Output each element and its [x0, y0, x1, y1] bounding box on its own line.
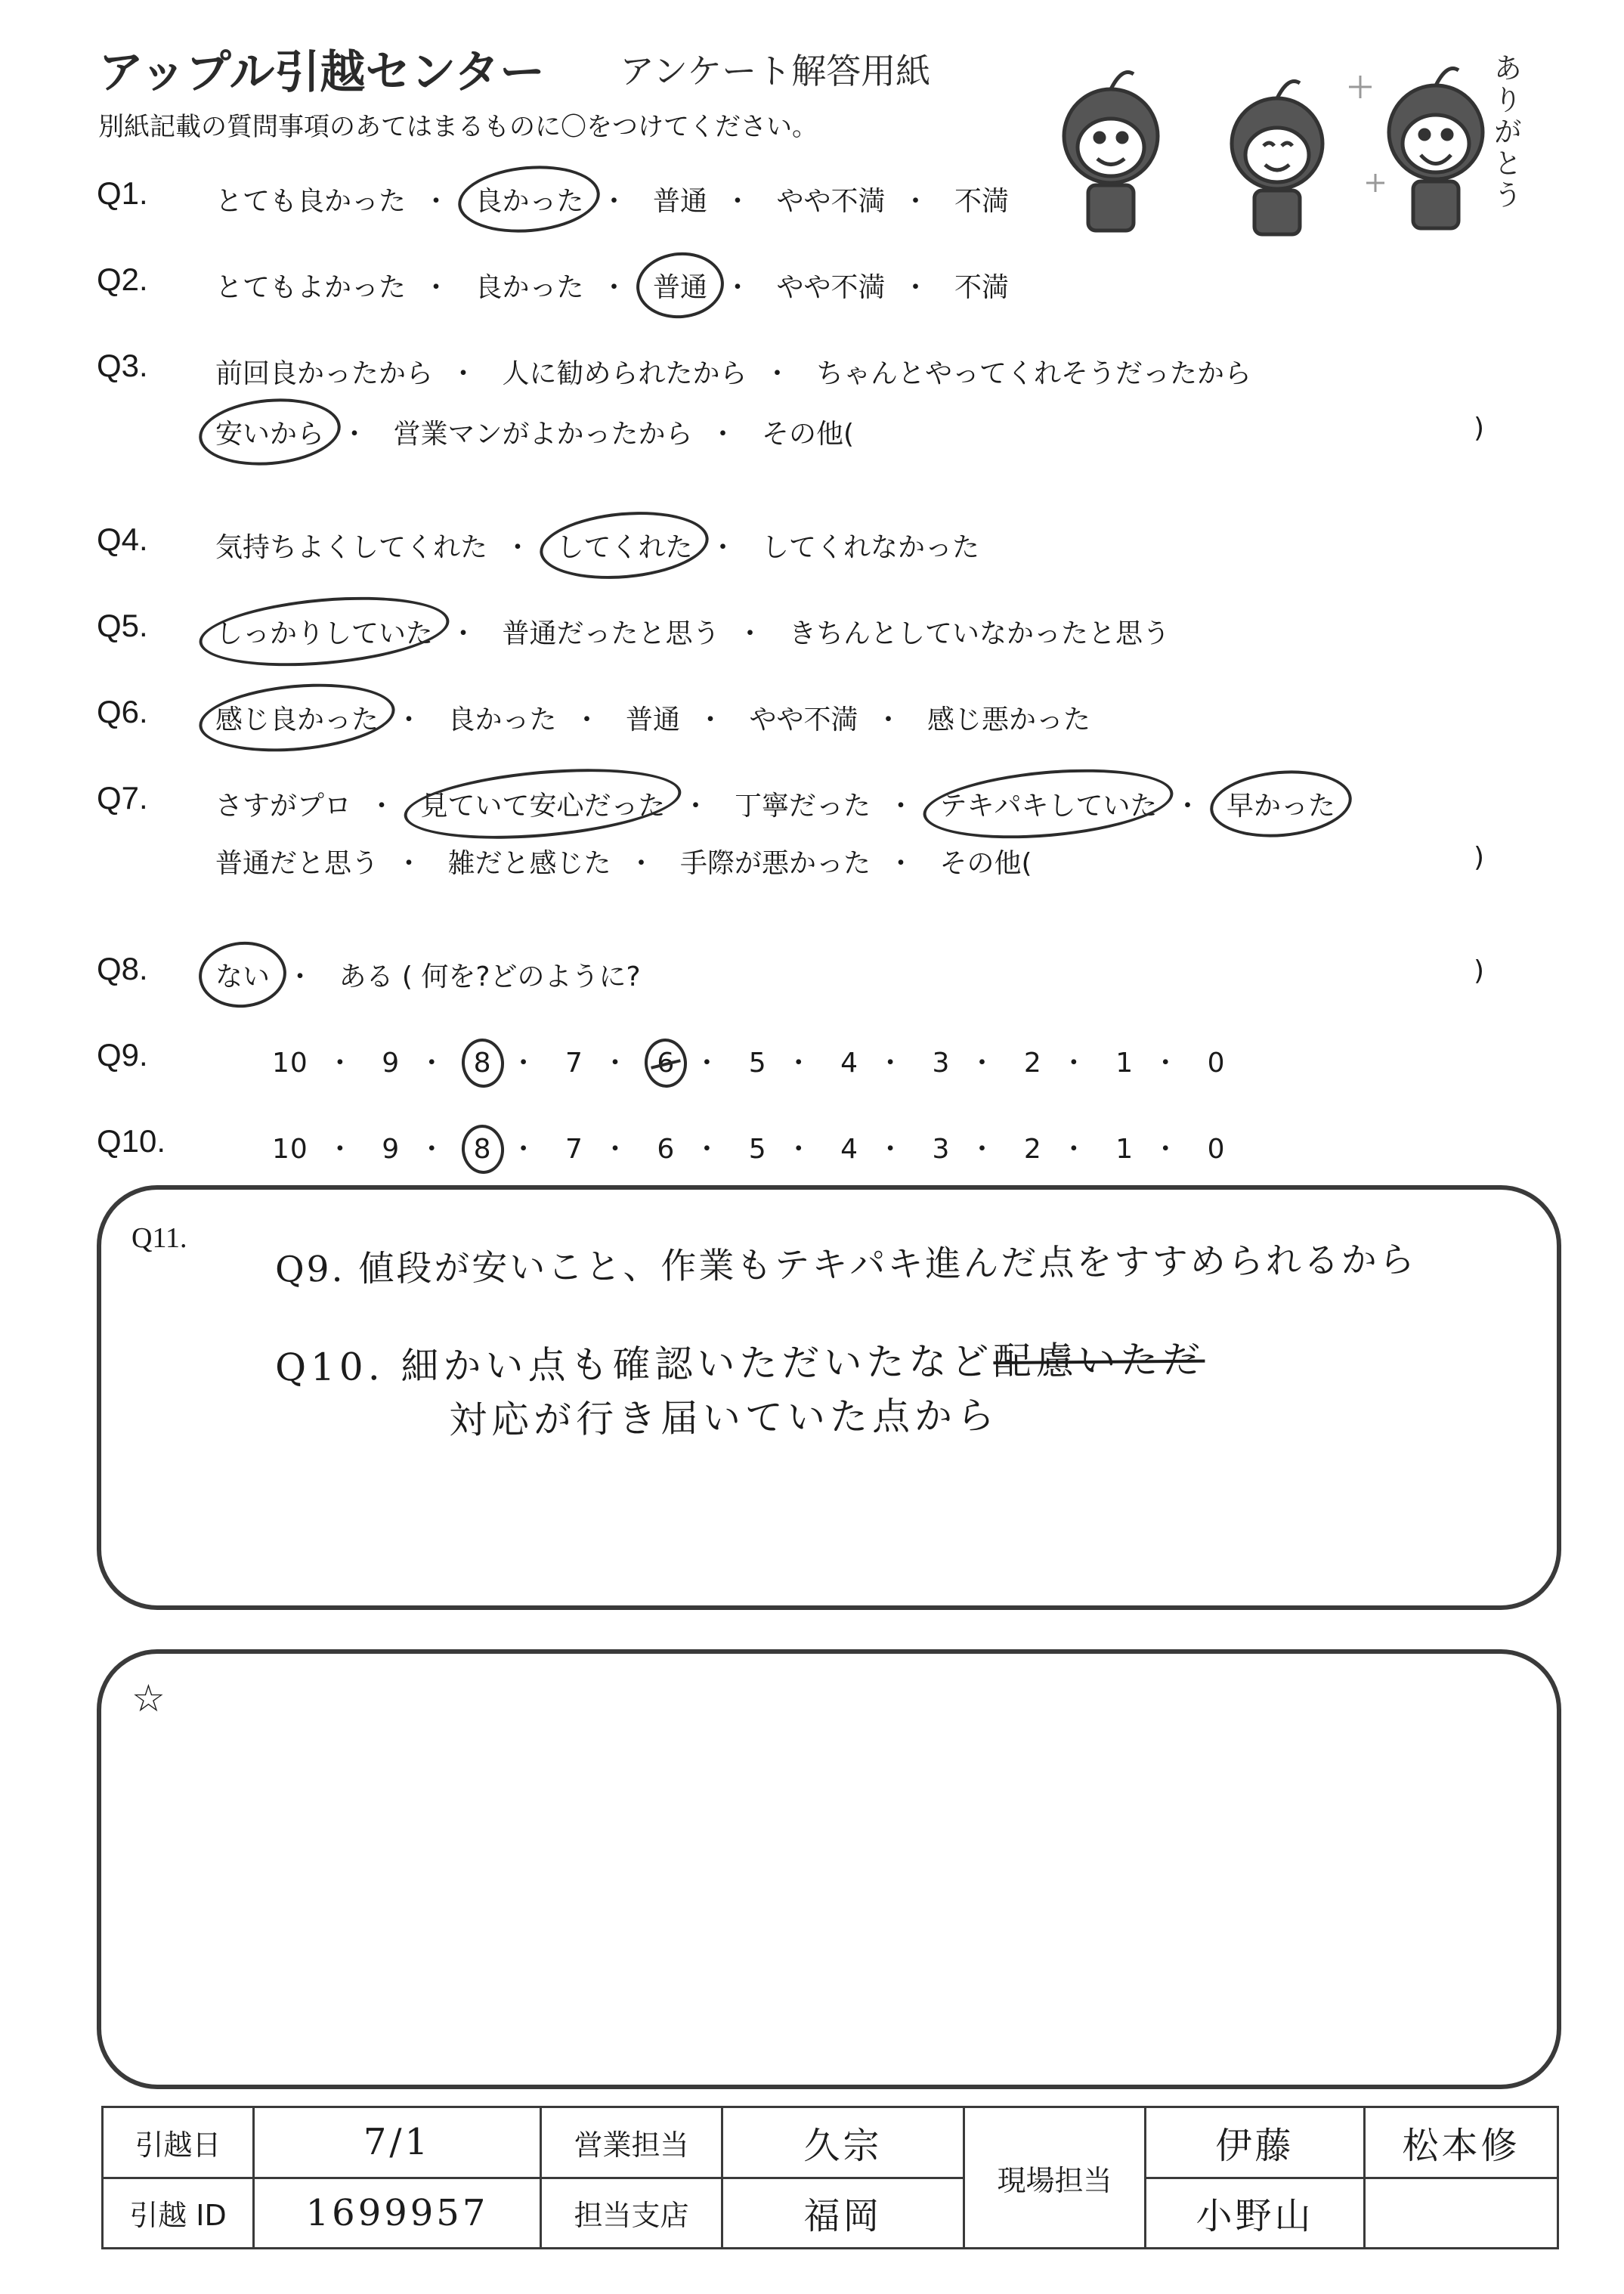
- question-q7-row2: 普通だと思う ・ 雑だと感じた ・ 手際が悪かった ・ その他( ): [215, 842, 1485, 879]
- option[interactable]: その他(: [939, 848, 1032, 879]
- option[interactable]: してくれなかった: [761, 532, 979, 563]
- field-staff-4[interactable]: [1365, 2178, 1558, 2249]
- score-option-crossed[interactable]: 6: [657, 1048, 676, 1079]
- thanks-text: ありがとう: [1489, 53, 1522, 212]
- question-q3: Q3. 前回良かったから ・ 人に勧められたから ・ ちゃんとやってくれそうだったから: [97, 348, 1251, 389]
- question-number: Q5.: [97, 608, 148, 643]
- star-icon: ☆: [131, 1677, 165, 1720]
- option[interactable]: やや不満: [776, 186, 886, 217]
- score-option[interactable]: 9: [382, 1134, 401, 1165]
- score-option-selected[interactable]: 8: [473, 1134, 492, 1165]
- score-option[interactable]: 6: [657, 1134, 676, 1165]
- sales-rep-value[interactable]: 久宗: [722, 2107, 964, 2178]
- question-number: Q4.: [97, 522, 148, 557]
- option[interactable]: 営業マンがよかったから: [393, 419, 693, 450]
- question-number: Q8.: [97, 951, 148, 986]
- score-option[interactable]: 0: [1207, 1134, 1226, 1165]
- option-selected[interactable]: 普通: [653, 266, 707, 305]
- score-option[interactable]: 2: [1023, 1134, 1042, 1165]
- option[interactable]: 普通: [625, 704, 680, 735]
- option[interactable]: やや不満: [749, 704, 858, 735]
- question-q2: Q2. とてもよかった ・ 良かった ・ 普通 ・ やや不満 ・ 不満: [97, 262, 1009, 303]
- option-selected[interactable]: 良かった: [475, 180, 583, 218]
- option[interactable]: 前回良かったから: [215, 358, 434, 389]
- question-q4: Q4. 気持ちよくしてくれた ・ してくれた ・ してくれなかった: [97, 522, 979, 563]
- score-option-selected[interactable]: 8: [473, 1048, 492, 1079]
- option[interactable]: 不満: [954, 272, 1009, 303]
- handwritten-text: Q10. 細かい点も確認いただいたなど: [274, 1339, 994, 1390]
- option[interactable]: 不満: [954, 186, 1009, 217]
- q11-label: Q11.: [131, 1222, 187, 1254]
- question-q7: Q7. さすがプロ ・ 見ていて安心だった ・ 丁寧だった ・ テキパキしていた ・ 早かった: [97, 780, 1335, 822]
- option[interactable]: とても良かった: [215, 186, 407, 217]
- question-number: Q2.: [97, 262, 148, 297]
- option[interactable]: 気持ちよくしてくれた: [215, 532, 488, 563]
- question-number: Q10.: [97, 1123, 166, 1159]
- question-number: Q3.: [97, 348, 148, 383]
- move-id-value[interactable]: 1699957: [254, 2178, 541, 2249]
- option[interactable]: ある ( 何を?どのように?: [339, 961, 641, 992]
- option[interactable]: 普通だと思う: [215, 848, 379, 879]
- question-number: Q9.: [97, 1037, 148, 1073]
- score-option[interactable]: 5: [748, 1048, 767, 1079]
- score-option[interactable]: 1: [1115, 1134, 1134, 1165]
- score-option[interactable]: 4: [840, 1134, 859, 1165]
- star-comment-box[interactable]: [97, 1649, 1561, 2089]
- sales-rep-label: 営業担当: [541, 2107, 722, 2178]
- option-selected[interactable]: 感じ良かった: [215, 698, 379, 737]
- handwritten-line: [275, 1330, 1205, 1392]
- option[interactable]: 丁寧だった: [734, 791, 871, 822]
- option[interactable]: その他(: [761, 419, 855, 450]
- question-q10: Q10. 10 ・ 9 ・ 8 ・ 7 ・ 6 ・ 5 ・ 4 ・ 3 ・ 2 ・ 1 ・ 0: [97, 1123, 1226, 1165]
- field-staff-2[interactable]: 松本修: [1365, 2107, 1558, 2178]
- move-id-label: 引越 ID: [103, 2178, 254, 2249]
- paren-close: ): [1474, 413, 1485, 444]
- option[interactable]: きちんとしていなかったと思う: [788, 618, 1170, 649]
- handwritten-line: Q9. 値段が安いこと、作業もテキパキ進んだ点をすすめられるから: [274, 1239, 1418, 1291]
- instruction-text: 別紙記載の質問事項のあてはまるものに〇をつけてください。: [98, 112, 818, 142]
- struck-text: 配慮いただ: [993, 1337, 1205, 1384]
- score-option[interactable]: 0: [1207, 1048, 1226, 1079]
- option[interactable]: 感じ悪かった: [926, 704, 1090, 735]
- handwritten-line: 対応が行き届いていた点から: [448, 1393, 1000, 1443]
- branch-label: 担当支店: [541, 2178, 722, 2249]
- option[interactable]: とてもよかった: [215, 272, 407, 303]
- question-number: Q1.: [97, 175, 148, 211]
- option[interactable]: 普通だったと思う: [502, 618, 720, 649]
- score-option[interactable]: 7: [565, 1048, 583, 1079]
- footer-info-table: [101, 2106, 1559, 2249]
- question-q5: Q5. しっかりしていた ・ 普通だったと思う ・ きちんとしていなかったと思う: [97, 608, 1170, 649]
- move-date-value[interactable]: 7/1: [254, 2107, 541, 2178]
- score-option[interactable]: 1: [1115, 1048, 1134, 1079]
- option[interactable]: 良かった: [447, 704, 557, 735]
- option[interactable]: さすがプロ: [215, 791, 352, 822]
- option-selected[interactable]: してくれた: [556, 526, 692, 565]
- score-option[interactable]: 10: [272, 1134, 308, 1165]
- question-number: Q6.: [97, 694, 148, 729]
- company-name: アップル引越センター: [98, 46, 545, 99]
- option[interactable]: 人に勧められたから: [502, 358, 747, 389]
- question-q9: Q9. 10 ・ 9 ・ 8 ・ 7 ・ 6 ・ 5 ・ 4 ・ 3 ・ 2 ・ 1 ・ 0: [97, 1037, 1226, 1079]
- score-option[interactable]: 4: [840, 1048, 859, 1079]
- option[interactable]: ちゃんとやってくれそうだったから: [815, 358, 1251, 389]
- move-date-label: 引越日: [103, 2107, 254, 2178]
- question-number: Q7.: [97, 780, 148, 816]
- score-option[interactable]: 9: [382, 1048, 401, 1079]
- q11-comment-box[interactable]: [97, 1185, 1561, 1610]
- option[interactable]: やや不満: [776, 272, 886, 303]
- question-q6: Q6. 感じ良かった ・ 良かった ・ 普通 ・ やや不満 ・ 感じ悪かった: [97, 694, 1090, 735]
- field-staff-label: 現場担当: [964, 2107, 1146, 2249]
- option-selected[interactable]: 早かった: [1227, 785, 1335, 823]
- score-option[interactable]: 10: [272, 1048, 308, 1079]
- field-staff-3[interactable]: 小野山: [1146, 2178, 1365, 2249]
- score-option[interactable]: 3: [932, 1048, 951, 1079]
- option-selected[interactable]: しっかりしていた: [215, 612, 433, 651]
- option-selected[interactable]: ない: [215, 955, 270, 994]
- question-q1: Q1. とても良かった ・ 良かった ・ 普通 ・ やや不満 ・ 不満: [97, 175, 1009, 217]
- form-title: アンケート解答用紙: [620, 51, 931, 91]
- question-q8: Q8. ない ・ ある ( 何を?どのように? ): [97, 951, 1485, 992]
- option[interactable]: 良かった: [475, 272, 584, 303]
- paren-close: ): [1474, 955, 1485, 986]
- paren-close: ): [1474, 842, 1485, 873]
- branch-value[interactable]: 福岡: [722, 2178, 964, 2249]
- score-option[interactable]: 3: [932, 1134, 951, 1165]
- sparkle-icon: [1349, 76, 1384, 192]
- score-option[interactable]: 5: [748, 1134, 767, 1165]
- field-staff-1[interactable]: 伊藤: [1146, 2107, 1365, 2178]
- question-q3-row2: 安いから ・ 営業マンがよかったから ・ その他( ): [215, 413, 1485, 450]
- option-selected[interactable]: テキパキしていた: [939, 785, 1157, 823]
- score-option[interactable]: 7: [565, 1134, 583, 1165]
- option[interactable]: 雑だと感じた: [447, 848, 611, 879]
- score-option[interactable]: 2: [1023, 1048, 1042, 1079]
- option-selected[interactable]: 見ていて安心だった: [420, 785, 665, 823]
- option[interactable]: 手際が悪かった: [679, 848, 871, 879]
- option[interactable]: 普通: [652, 186, 707, 217]
- option-selected[interactable]: 安いから: [215, 413, 324, 451]
